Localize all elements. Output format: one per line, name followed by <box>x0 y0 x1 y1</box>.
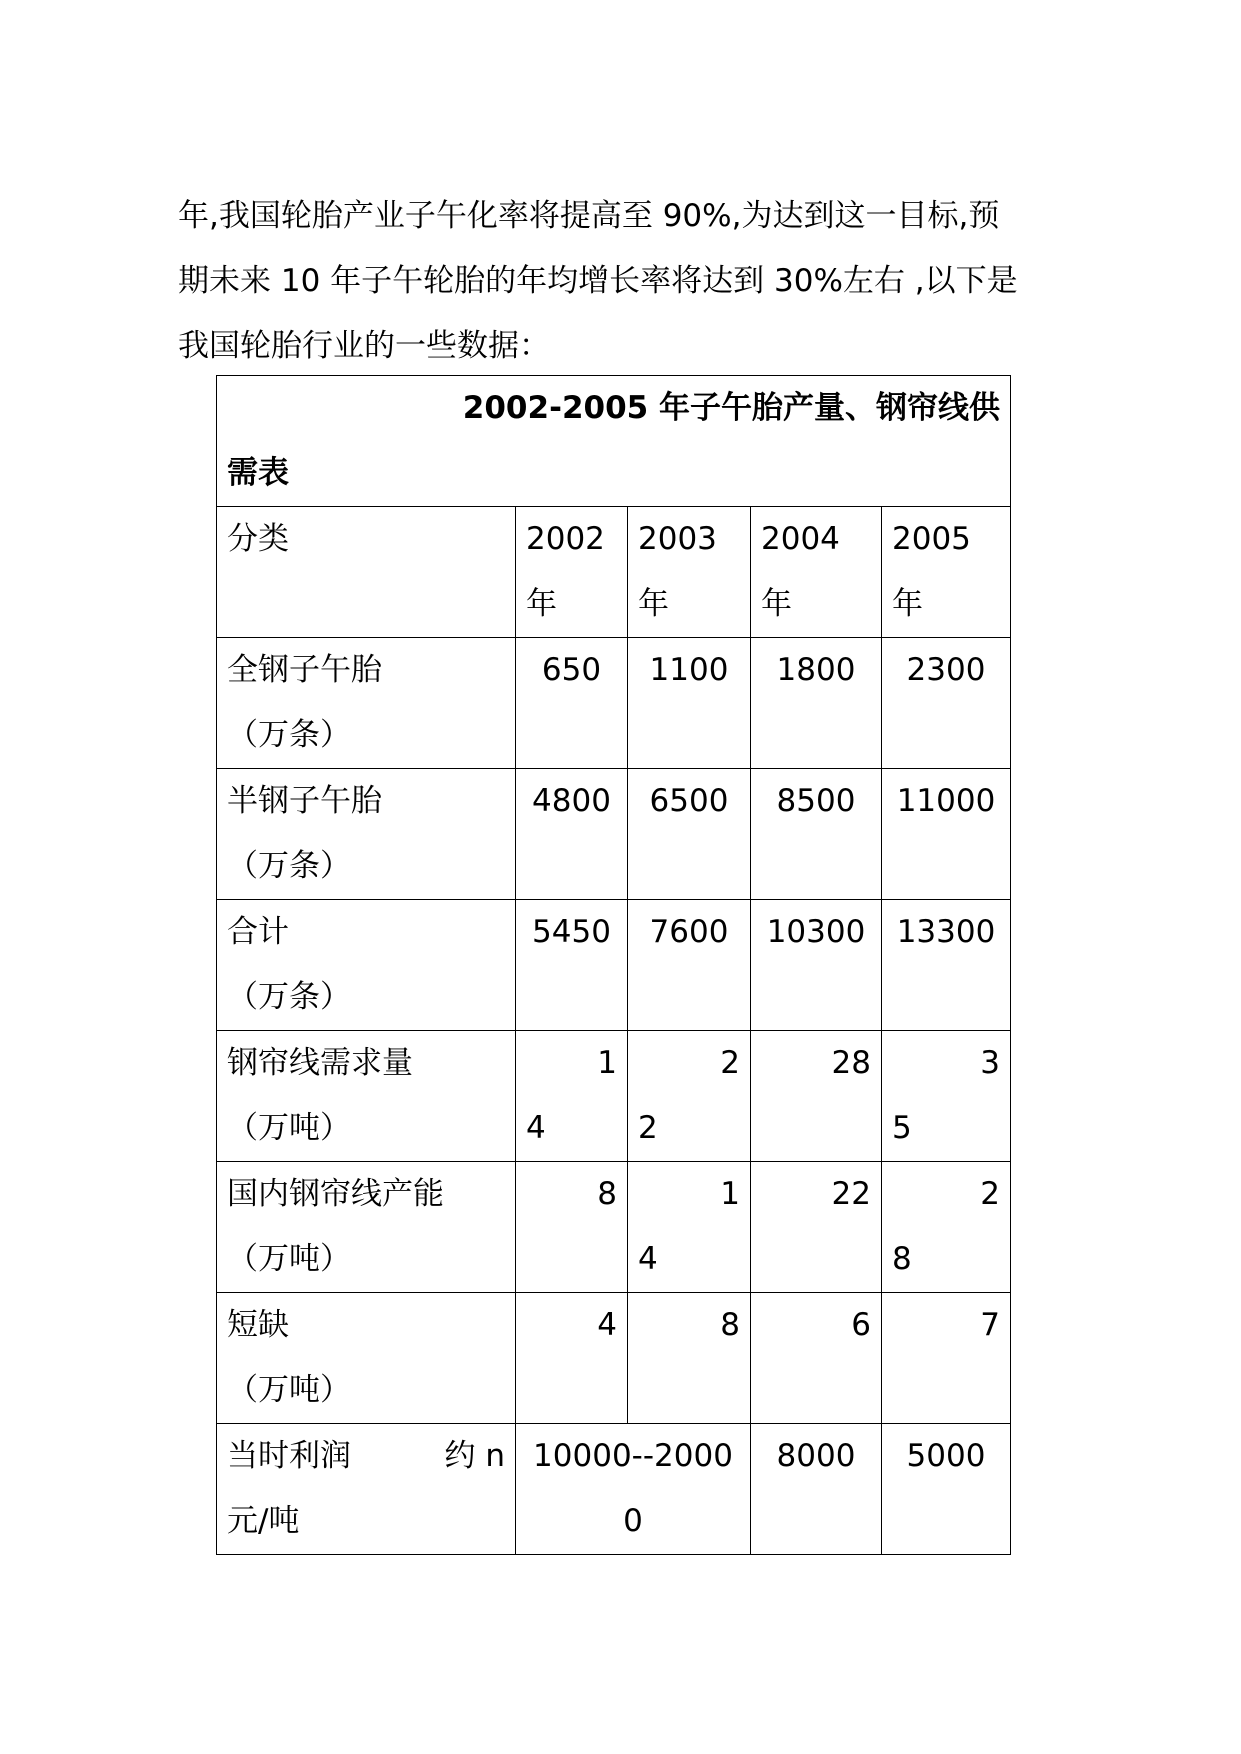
header-year-unit: 年 <box>526 586 557 622</box>
header-year-unit: 年 <box>761 586 792 622</box>
row-label <box>217 1162 516 1293</box>
cell-line: 1 <box>597 1045 617 1081</box>
table-cell: 4 <box>516 1293 628 1424</box>
header-year <box>882 507 1011 638</box>
profit-label-cell <box>217 1424 516 1555</box>
row-unit: （万条） <box>227 848 351 884</box>
table-cell <box>751 1031 882 1162</box>
header-year-number: 2002 <box>526 521 605 557</box>
cell-line: 3 <box>980 1045 1001 1081</box>
cell-line: 10000--2000 <box>533 1438 733 1474</box>
intro-paragraph <box>178 184 1078 379</box>
header-year <box>516 507 628 638</box>
row-label <box>217 769 516 900</box>
cell-line: 2 <box>720 1045 740 1081</box>
cell-line: 4 <box>638 1241 658 1277</box>
cell-line: 1 <box>720 1176 740 1212</box>
profit-row <box>217 1424 1011 1555</box>
table-cell: 11000 <box>882 769 1011 900</box>
row-unit: （万吨） <box>227 1372 351 1408</box>
cell-line: 4 <box>526 1110 546 1146</box>
row-label <box>217 1293 516 1424</box>
table-row <box>217 900 1011 1031</box>
row-label <box>217 1031 516 1162</box>
table-cell <box>628 1162 751 1293</box>
table-cell <box>882 1162 1011 1293</box>
table-cell: 2300 <box>882 638 1011 769</box>
table-row <box>217 1031 1011 1162</box>
paragraph-line: 年,我国轮胎产业子午化率将提高至 90%,为达到这一目标,预 <box>178 198 1000 234</box>
table-cell: 1800 <box>751 638 882 769</box>
header-year-unit: 年 <box>638 586 669 622</box>
cell-line: 22 <box>831 1176 871 1212</box>
paragraph-line: 我国轮胎行业的一些数据： <box>178 328 550 364</box>
table-cell <box>516 1031 628 1162</box>
header-category: 分类 <box>217 507 516 638</box>
row-name: 短缺 <box>227 1307 289 1343</box>
table-cell: 6 <box>751 1293 882 1424</box>
table-title <box>217 376 1011 507</box>
header-row <box>217 507 1011 638</box>
row-label <box>217 900 516 1031</box>
table-cell <box>628 1031 751 1162</box>
table-cell: 1100 <box>628 638 751 769</box>
table-cell: 7 <box>882 1293 1011 1424</box>
cell-line: 5 <box>892 1110 912 1146</box>
table-cell: 7600 <box>628 900 751 1031</box>
cell-line: 0 <box>623 1503 643 1539</box>
header-year <box>628 507 751 638</box>
table-cell: 8000 <box>751 1424 882 1555</box>
table-cell <box>882 1031 1011 1162</box>
table-cell: 4800 <box>516 769 628 900</box>
table-cell <box>516 1162 628 1293</box>
table-cell: 10300 <box>751 900 882 1031</box>
table-title-line1: 2002-2005 年子午胎产量、钢帘线供 <box>462 390 1001 426</box>
table-cell: 5000 <box>882 1424 1011 1555</box>
table-cell <box>751 1162 882 1293</box>
table-cell: 650 <box>516 638 628 769</box>
header-year-number: 2003 <box>638 521 717 557</box>
table-row <box>217 1293 1011 1424</box>
row-name: 钢帘线需求量 <box>227 1045 413 1081</box>
row-unit: （万吨） <box>227 1241 351 1277</box>
table-title-line2: 需表 <box>227 455 289 491</box>
profit-label-right: 约 n <box>444 1438 505 1474</box>
cell-line: 2 <box>638 1110 658 1146</box>
supply-demand-table <box>216 375 1011 1555</box>
header-year <box>751 507 882 638</box>
cell-line: 28 <box>831 1045 871 1081</box>
profit-label-line1 <box>227 1424 505 1489</box>
profit-merged-cell <box>516 1424 751 1555</box>
row-name: 国内钢帘线产能 <box>227 1176 444 1212</box>
row-name: 全钢子午胎 <box>227 652 382 688</box>
header-year-number: 2004 <box>761 521 840 557</box>
table-row <box>217 638 1011 769</box>
cell-line: 2 <box>980 1176 1001 1212</box>
table-row <box>217 769 1011 900</box>
row-name: 合计 <box>227 914 289 950</box>
cell-line: 8 <box>597 1176 617 1212</box>
header-year-number: 2005 <box>892 521 971 557</box>
table-cell: 6500 <box>628 769 751 900</box>
table-cell: 8500 <box>751 769 882 900</box>
header-year-unit: 年 <box>892 586 923 622</box>
row-label <box>217 638 516 769</box>
row-unit: （万条） <box>227 717 351 753</box>
cell-line: 8 <box>892 1241 912 1277</box>
profit-unit: 元/吨 <box>227 1503 300 1539</box>
row-unit: （万条） <box>227 979 351 1015</box>
paragraph-line: 期未来 10 年子午轮胎的年均增长率将达到 30%左右 ,以下是 <box>178 263 1018 299</box>
table-cell: 8 <box>628 1293 751 1424</box>
table-cell: 13300 <box>882 900 1011 1031</box>
row-name: 半钢子午胎 <box>227 783 382 819</box>
table-row <box>217 1162 1011 1293</box>
row-unit: （万吨） <box>227 1110 351 1146</box>
table-cell: 5450 <box>516 900 628 1031</box>
profit-label-left: 当时利润 <box>227 1438 351 1474</box>
